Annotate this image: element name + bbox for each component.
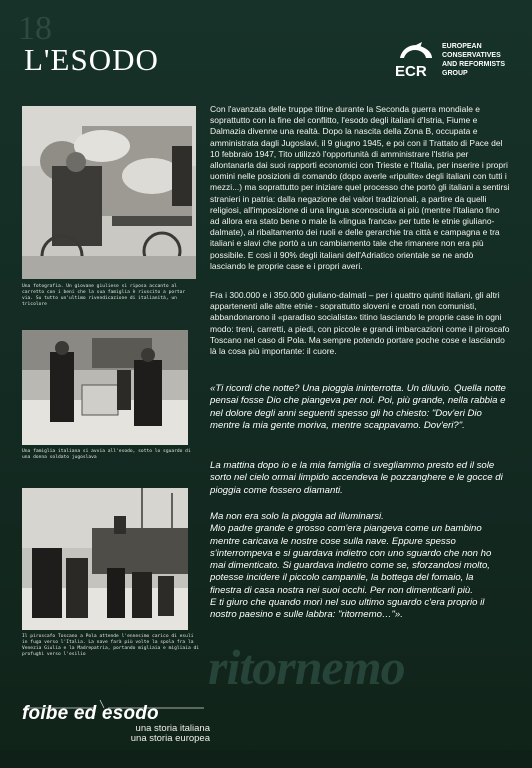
photo-icon [22,330,188,445]
photo-ship [22,488,188,630]
organization-name-line: CONSERVATIVES [442,52,501,59]
organization-name-line: EUROPEAN [442,43,482,50]
testimony-paragraph: Ma non era solo la pioggia ad illuminarsi. Mio padre grande e grosso com'era piangeva come un bambino mentre caricava le nostre cose sulla nave. Eppure spesso s'interrompeva e si guardava indietro con uno sguardo che non ho mai dimenticato. Si guardava indietro come se, sforzandosi molto, potesse incidere il piccolo campanile, la bottega del fornaio, la finestra di casa nostra nei suoi occhi. Per non dimenticarli più. E ti giuro che quando morì nel suo ultimo sguardo c'era proprio il nostro paesino e sulle labbra: "ritornemo…"». [210,511,492,621]
photo-caption: Una fotografia. Un giovane giuliese si riposa accanto al carretto con i beni che la sua famiglia è riuscito a portar via. Su tutto un'ultimo rivendicazione di italianità, un tricolore [22,284,186,307]
organization-name [442,42,532,78]
ecr-logo-icon [392,40,438,80]
photo-icon [22,106,196,279]
ecr-logo-text: ECR [395,63,427,80]
organization-name-line: GROUP [442,70,468,77]
testimony-paragraph: «Ti ricordi che notte? Una pioggia ininterrotta. Un diluvio. Quella notte pensai fosse Dio che piangeva per noi. Poi, più grande, nella rabbia e nel dolore degli anni seguenti spesso gli ho chiesto: "Dov'eri Dio mentre la mia gente moriva, mentre scappavamo. Dov'eri?". [210,383,506,431]
body-paragraph: Con l'avanzata delle truppe titine durante la Seconda guerra mondiale e soprattutto con la fine del conflitto, l'esodo degli italiani d'Istria, Fiume e Dalmazia divenne una realtà. Dopo la nascita della Zona B, occupata e amministrata dagli Jugoslavi, il 9 giugno 1945, e poi con il Trattato di Pace del 10 febbraio 1947, Tito utilizzò l'opportunità di amministrare l'Istria per allontanarla dai suoi rapporti economici con Trieste e l'Italia, per inserire i propri uomini nelle posizioni di comando (dopo averle «ripulite» degli italiani con tutti i mezzi...) ma soprattutto per iniziare quel processo che portò gli italiani a sentirsi stranieri in patria: dalla negazione dei valori tradizionali, a partire da quelli religiosi, all'imposizione di una lingua sconosciuta ai più (mentre l'italiano fino ad allora era stato bene o male la «lingua franca» per tutte le etnie giuliano-dalmate), al ribaltamento dei ruoli e delle gerarchie tra città e campagna e tra italiani e slavi che portò a un cambiamento tale che rimanere non era più possibile. E così il 90% degli italiani dell'Adriatico orientale se ne andò lasciando le proprie case e i propri averi. [210,104,510,271]
footer-subtitle: una storia europea [130,733,210,744]
organization-name-line: AND REFORMISTS [442,61,505,68]
photo-icon [22,488,188,630]
bottom-band [0,750,532,768]
testimony-paragraph: La mattina dopo io e la mia famiglia ci svegliammo presto ed il sole sorto nel cielo ormai limpido accendeva le pozzanghere e le gocce di pioggia come fossero diamanti. [210,460,503,496]
footer-title: foibe ed esodo [22,703,159,724]
background-word-text: ritornemo [208,639,405,695]
body-paragraph: Fra i 300.000 e i 350.000 giuliano-dalmati – per i quattro quinti italiani, gli altri appartenenti alle altre etnie - soprattutto sloveni e croati non comunisti, abbandonarono il «paradiso socialista» titino lasciando le proprie case in ogni modo: treni, carretti, a piedi, con piccole e grandi imbarcazioni come il piroscafo Toscano nel caso di Pola. Ma sempre potendo portare poche cose e lasciando là la cosa più importante: il cuore. [210,290,510,357]
photo-caption: Una famiglia italiana si avvia all'esodo, sotto lo sguardo di una donna soldato jugoslava [22,449,191,460]
photo-cart [22,106,196,279]
photo-family [22,330,188,445]
page-title: L'ESODO [24,42,159,77]
photo-caption: Il piroscafo Toscano a Pola attende l'ennesimo carico di esuli in fuga verso l'Italia. La nave farà più volte la spola fra la Venezia Giulia e la Madrepatria, portando migliaia e migliaia di profughi verso l'esilio [22,634,200,657]
page-number: 18 [18,10,52,47]
background-word [208,638,532,698]
footer-subtitle: una storia italiana [135,723,210,734]
